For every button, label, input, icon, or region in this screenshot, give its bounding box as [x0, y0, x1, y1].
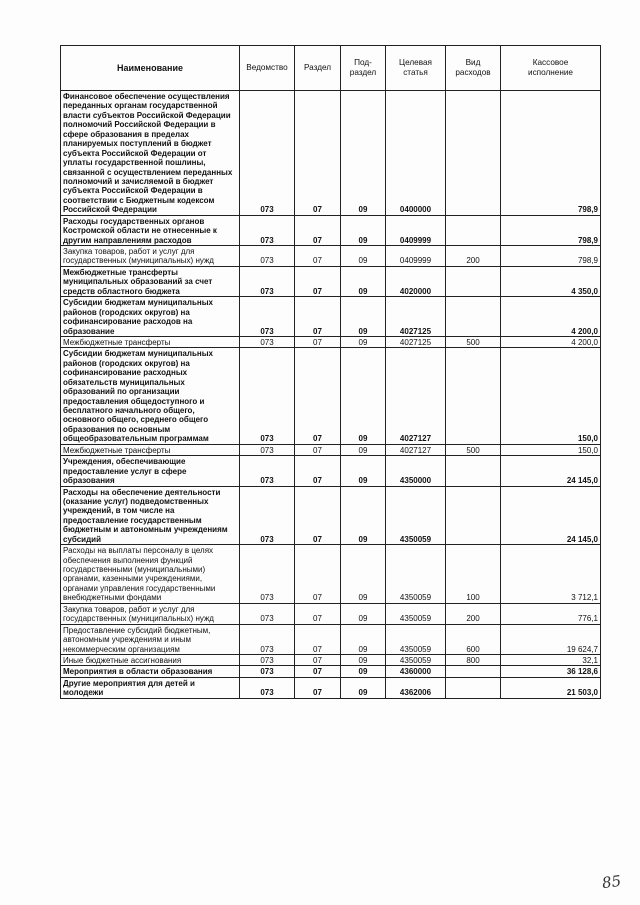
target-article-cell: 0409999 [386, 215, 446, 245]
subsection-cell: 09 [341, 624, 386, 654]
expense-type-cell [446, 456, 501, 486]
amount-cell: 4 200,0 [501, 297, 601, 337]
header-expense-type: Вид расходов [446, 46, 501, 91]
table-row [61, 336, 601, 347]
amount-cell: 21 503,0 [501, 677, 601, 698]
row-name-cell: Финансовое обеспечение осуществления переданных органам государственной власти субъектов Российской Федерации полномочий Российской Федерации в сфере образования в пределах планируемых поступлений в бюджет субъекта Российской Федерации от уплаты государственной пошлины, связанной с осуществлением переданных полномочий и зачисляемой в бюджет субъекта Российской Федерации в соответствии с Бюджетным кодексом Российской Федерации [61, 91, 240, 216]
department-cell: 073 [240, 677, 295, 698]
subsection-cell: 09 [341, 266, 386, 296]
subsection-cell: 09 [341, 654, 386, 665]
table-row [61, 666, 601, 677]
expense-type-cell: 500 [446, 336, 501, 347]
target-article-cell: 4027127 [386, 348, 446, 444]
subsection-cell: 09 [341, 336, 386, 347]
table-row [61, 456, 601, 486]
table-row [61, 246, 601, 267]
department-cell: 073 [240, 246, 295, 267]
expense-type-cell [446, 348, 501, 444]
expense-type-cell [446, 266, 501, 296]
subsection-cell: 09 [341, 456, 386, 486]
expense-type-cell [446, 297, 501, 337]
amount-cell: 150,0 [501, 348, 601, 444]
target-article-cell: 4362006 [386, 677, 446, 698]
table-row [61, 603, 601, 624]
section-cell: 07 [295, 246, 341, 267]
amount-cell: 36 128,6 [501, 666, 601, 677]
row-name-cell: Закупка товаров, работ и услуг для государственных (муниципальных) нужд [61, 603, 240, 624]
row-name-cell: Мероприятия в области образования [61, 666, 240, 677]
amount-cell: 24 145,0 [501, 486, 601, 545]
target-article-cell: 4350059 [386, 603, 446, 624]
section-cell: 07 [295, 336, 341, 347]
department-cell: 073 [240, 456, 295, 486]
subsection-cell: 09 [341, 666, 386, 677]
amount-cell: 3 712,1 [501, 545, 601, 604]
section-cell: 07 [295, 603, 341, 624]
target-article-cell: 4350059 [386, 486, 446, 545]
row-name-cell: Расходы на обеспечение деятельности (оказание услуг) подведомственных учреждений, в том числе на предоставление государственным бюджетным и автономным учреждениям субсидий [61, 486, 240, 545]
row-name-cell: Учреждения, обеспечивающие предоставление услуг в сфере образования [61, 456, 240, 486]
header-cash-execution: Кассовое исполнение [501, 46, 601, 91]
amount-cell: 798,9 [501, 246, 601, 267]
row-name-cell: Закупка товаров, работ и услуг для государственных (муниципальных) нужд [61, 246, 240, 267]
expense-type-cell: 500 [446, 444, 501, 455]
section-cell: 07 [295, 266, 341, 296]
department-cell: 073 [240, 603, 295, 624]
amount-cell: 798,9 [501, 91, 601, 216]
table-row [61, 677, 601, 698]
section-cell: 07 [295, 545, 341, 604]
amount-cell: 798,9 [501, 215, 601, 245]
row-name-cell: Субсидии бюджетам муниципальных районов (городских округов) на софинансирование расходов на образование [61, 297, 240, 337]
section-cell: 07 [295, 215, 341, 245]
target-article-cell: 4027127 [386, 444, 446, 455]
row-name-cell: Предоставление субсидий бюджетным, автономным учреждениям и иным некоммерческим организациям [61, 624, 240, 654]
target-article-cell: 4350059 [386, 545, 446, 604]
department-cell: 073 [240, 348, 295, 444]
section-cell: 07 [295, 444, 341, 455]
expense-type-cell [446, 486, 501, 545]
target-article-cell: 4350059 [386, 624, 446, 654]
subsection-cell: 09 [341, 545, 386, 604]
target-article-cell: 4350000 [386, 456, 446, 486]
target-article-cell: 4027125 [386, 336, 446, 347]
subsection-cell: 09 [341, 603, 386, 624]
expense-type-cell: 100 [446, 545, 501, 604]
section-cell: 07 [295, 666, 341, 677]
section-cell: 07 [295, 486, 341, 545]
amount-cell: 776,1 [501, 603, 601, 624]
subsection-cell: 09 [341, 677, 386, 698]
target-article-cell: 4350059 [386, 654, 446, 665]
target-article-cell: 4027125 [386, 297, 446, 337]
amount-cell: 32,1 [501, 654, 601, 665]
section-cell: 07 [295, 677, 341, 698]
section-cell: 07 [295, 348, 341, 444]
section-cell: 07 [295, 297, 341, 337]
row-name-cell: Иные бюджетные ассигнования [61, 654, 240, 665]
table-row [61, 215, 601, 245]
target-article-cell: 4020000 [386, 266, 446, 296]
table-row [61, 266, 601, 296]
section-cell: 07 [295, 91, 341, 216]
department-cell: 073 [240, 297, 295, 337]
amount-cell: 150,0 [501, 444, 601, 455]
amount-cell: 4 200,0 [501, 336, 601, 347]
table-row [61, 624, 601, 654]
department-cell: 073 [240, 444, 295, 455]
amount-cell: 4 350,0 [501, 266, 601, 296]
table-row [61, 444, 601, 455]
table-row [61, 654, 601, 665]
header-name: Наименование [61, 46, 240, 91]
expense-type-cell [446, 666, 501, 677]
table-row [61, 91, 601, 216]
expense-type-cell [446, 215, 501, 245]
amount-cell: 19 624,7 [501, 624, 601, 654]
expense-type-cell: 800 [446, 654, 501, 665]
target-article-cell: 4360000 [386, 666, 446, 677]
header-section: Раздел [295, 46, 341, 91]
section-cell: 07 [295, 654, 341, 665]
department-cell: 073 [240, 624, 295, 654]
department-cell: 073 [240, 336, 295, 347]
table-row [61, 486, 601, 545]
subsection-cell: 09 [341, 246, 386, 267]
header-subsection: Под- раздел [341, 46, 386, 91]
table-row [61, 545, 601, 604]
row-name-cell: Межбюджетные трансферты [61, 336, 240, 347]
department-cell: 073 [240, 91, 295, 216]
subsection-cell: 09 [341, 444, 386, 455]
subsection-cell: 09 [341, 215, 386, 245]
expense-type-cell: 600 [446, 624, 501, 654]
expense-type-cell [446, 91, 501, 216]
subsection-cell: 09 [341, 297, 386, 337]
header-target-article: Целевая статья [386, 46, 446, 91]
row-name-cell: Субсидии бюджетам муниципальных районов (городских округов) на софинансирование расходных обязательств муниципальных образований по организации предоставления общедоступного и бесплатного начального общего, основного общего, среднего общего образования по основным общеобразовательным программам [61, 348, 240, 444]
department-cell: 073 [240, 266, 295, 296]
table-header-row [61, 46, 601, 91]
expense-type-cell [446, 677, 501, 698]
table-row [61, 297, 601, 337]
department-cell: 073 [240, 654, 295, 665]
expense-type-cell: 200 [446, 603, 501, 624]
header-department: Ведомство [240, 46, 295, 91]
department-cell: 073 [240, 215, 295, 245]
department-cell: 073 [240, 666, 295, 677]
expense-type-cell: 200 [446, 246, 501, 267]
target-article-cell: 0409999 [386, 246, 446, 267]
target-article-cell: 0400000 [386, 91, 446, 216]
amount-cell: 24 145,0 [501, 456, 601, 486]
subsection-cell: 09 [341, 486, 386, 545]
row-name-cell: Межбюджетные трансферты [61, 444, 240, 455]
section-cell: 07 [295, 456, 341, 486]
department-cell: 073 [240, 545, 295, 604]
row-name-cell: Расходы государственных органов Костромской области не отнесенные к другим направлениям расходов [61, 215, 240, 245]
page-number: 85 [600, 871, 623, 893]
budget-table [60, 45, 601, 699]
row-name-cell: Расходы на выплаты персоналу в целях обеспечения выполнения функций государственными (муниципальными) органами, казенными учреждениями, органами управления государственными внебюджетными фондами [61, 545, 240, 604]
subsection-cell: 09 [341, 91, 386, 216]
department-cell: 073 [240, 486, 295, 545]
section-cell: 07 [295, 624, 341, 654]
row-name-cell: Другие мероприятия для детей и молодежи [61, 677, 240, 698]
row-name-cell: Межбюджетные трансферты муниципальных образований за счет средств областного бюджета [61, 266, 240, 296]
subsection-cell: 09 [341, 348, 386, 444]
table-row [61, 348, 601, 444]
